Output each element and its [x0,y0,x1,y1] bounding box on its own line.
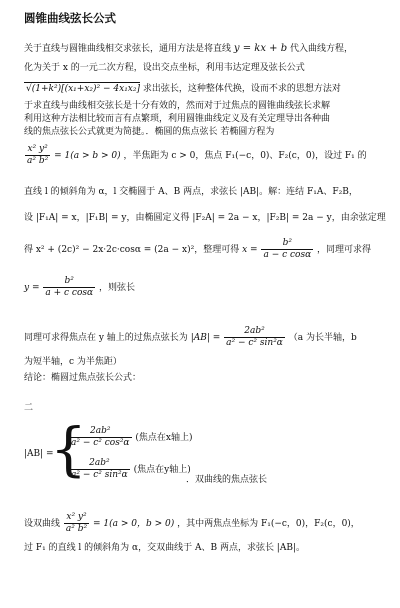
y-fraction [43,276,95,299]
case-2-fraction [69,458,130,481]
paragraph-line-15: 二 [24,403,34,413]
case-2-numerator: 2ab² [69,458,130,470]
paragraph-line-16: ．双曲线的焦点弦长 [186,475,268,485]
case-1-numerator: 2ab² [69,426,132,438]
text: （a 为长半轴，b [288,333,357,343]
text: 求出弦长，这种整体代换，设而不求的思想方法对 [142,84,341,94]
paragraph-line-5: 利用这种方法相比较而言有点繁琐，利用圆锥曲线定义及有关定理导出各种曲 [24,114,331,124]
y-numerator: b² [43,276,95,288]
line-equation: y = kx + b [233,43,288,54]
case-1-note: (焦点在x轴上) [135,433,193,443]
text: 代入曲线方程， [290,44,354,54]
text: ，同理可求得 [317,245,372,255]
x-fraction [261,238,313,261]
paragraph-line-12 [24,326,376,349]
case-1-fraction [69,426,132,449]
x-numerator: b² [261,238,313,250]
ellipse-fraction [25,144,50,167]
hyperbola-numerators: x² y² [64,512,89,524]
hyperbola-condition: = 1(a > 0，b > 0) [92,519,175,529]
text: 同理可求得焦点在 y 轴上的过焦点弦长为 [24,333,188,343]
ellipse-denominators: a² b² [27,156,49,166]
ab-numerator: 2ab² [224,326,285,338]
paragraph-line-11 [24,276,376,299]
y-denominator: a + c cosα [45,288,94,298]
case-1 [68,426,193,449]
paragraph-line-1 [24,42,376,56]
case-2-note: (焦点在y轴上) [133,465,191,475]
text: 得 x² + (2c)² − 2x·2c·cosα = (2a − x)²，整理可得 [24,245,240,255]
case-2 [68,458,191,481]
text: ，其中两焦点坐标为 F₁(−c，0)，F₂(c，0)， [177,519,360,529]
text: ，半焦距为 c > 0，焦点 F₁(−c，0)、F₂(c，0)，设过 F₁ 的 [123,151,367,161]
paragraph-line-10 [24,238,376,261]
x-lhs: x = [242,245,258,255]
ellipse-equation-line [24,144,376,167]
ellipse-numerators: x² y² [25,144,50,156]
paragraph-line-8: 直线 l 的倾斜角为 α，l 交椭圆于 A、B 两点，求弦长 |AB|。解：连结 F₁A、F₂B， [24,187,358,197]
y-lhs: y = [24,283,40,293]
doc-title: 圆锥曲线弦长公式 [24,11,116,25]
ab-denominator: a² − c² sin²α [226,338,283,348]
case-1-denominator: a² − c² cos²α [71,438,130,448]
text: ，则弦长 [98,283,135,293]
paragraph-line-3 [24,82,376,96]
x-denominator: a − c cosα [263,250,312,260]
hyperbola-fraction [64,512,89,535]
ab-fraction [224,326,285,349]
paragraph-line-2: 化为关于 x 的一元二次方程，设出交点坐标，利用韦达定理及弦长公式 [24,63,305,73]
text: 关于直线与圆锥曲线相交求弦长，通用方法是将直线 [24,44,232,54]
ellipse-condition: = 1(a > b > 0) [54,151,121,161]
left-brace: { [50,415,87,483]
paragraph-line-13: 为短半轴，c 为半焦距） [24,357,122,367]
ab-lhs: |AB| = [190,333,221,343]
paragraph-line-9: 设 |F₁A| = x，|F₁B| = y，由椭圆定义得 |F₂A| = 2a − x，|F₂B| = 2a − y，由余弦定理 [24,213,386,223]
hyperbola-denominators: a² b² [65,524,88,534]
case-2-denominator: a² − c² sin²α [71,470,128,480]
paragraph-line-4: 于求直线与曲线相交弦长是十分有效的，然而对于过焦点的圆锥曲线弦长求解 [24,101,331,111]
paragraph-line-14: 结论：椭圆过焦点弦长公式： [24,373,142,383]
paragraph-line-6: 线的焦点弦长公式就更为简捷。．椭圆的焦点弦长 若椭圆方程为 [24,127,275,137]
paragraph-line-18: 过 F₁ 的直线 l 的倾斜角为 α，交双曲线于 A、B 两点，求弦长 |AB|。 [24,543,305,553]
chord-length-formula: √(1+k²)[(x₁+x₂)² − 4x₁x₂] [26,84,141,94]
text: 设双曲线 [24,519,61,529]
paragraph-line-17 [24,512,376,535]
piecewise-lhs: |AB| = [24,449,54,459]
